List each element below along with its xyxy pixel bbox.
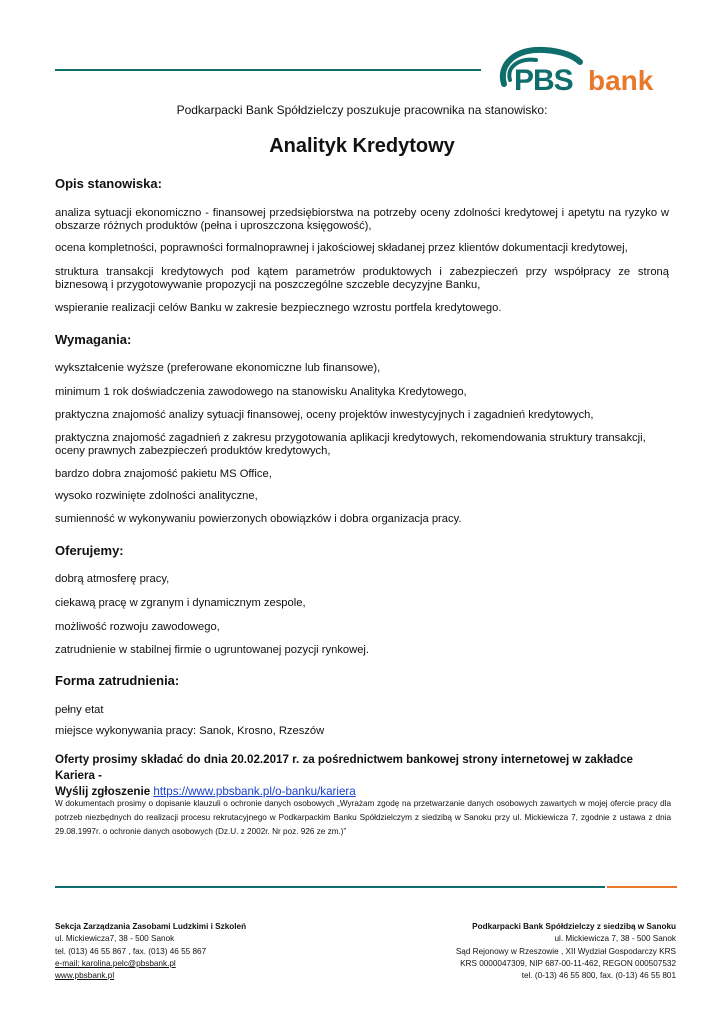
list-item: praktyczna znajomość zagadnień z zakresu przygotowania aplikacji kredytowych, rekomendowania struktury transakcji, oceny prawnych zabezpieczeń produktów kredytowych, <box>55 432 646 457</box>
list-item: dobrą atmosferę pracy, <box>55 573 170 585</box>
list-item: możliwość rozwoju zawodowego, <box>55 621 220 633</box>
footer-left <box>55 921 375 982</box>
list-item: struktura transakcji kredytowych pod kątem parametrów produktowych i zabezpieczeń przy współpracy ze stroną biznesową i przygotowywanie propozycji na poszczególne szczeble decyzyjne Banku, <box>55 266 669 291</box>
list-item: zatrudnienie w stabilnej firmie o ugruntowanej pozycji rynkowej. <box>55 644 370 656</box>
footer-web-link[interactable]: www.pbsbank.pl <box>55 971 115 981</box>
section-heading-forma: Forma zatrudnienia: <box>55 673 180 688</box>
footer-left-title: Sekcja Zarządzania Zasobami Ludzkimi i Szkoleń <box>55 922 247 931</box>
svg-text:PBS: PBS <box>514 64 573 96</box>
offer-instructions <box>55 752 675 800</box>
list-item: ocena kompletności, poprawności formalnoprawnej i jakościowej składanej przez klientów dokumentacji kredytowej, <box>55 242 628 254</box>
list-item: praktyczna znajomość analizy sytuacji finansowej, oceny projektów inwestycyjnych i zagadnień kredytowych, <box>55 409 594 421</box>
list-item: wspieranie realizacji celów Banku w zakresie bezpiecznego wzrostu portfela kredytowego. <box>55 302 502 314</box>
list-item: wykształcenie wyższe (preferowane ekonomiczne lub finansowe), <box>55 362 381 374</box>
data-protection-clause: W dokumentach prosimy o dopisanie klauzuli o ochronie danych osobowych „Wyrażam zgodę na przetwarzanie danych osobowych zawartych w mojej ofercie pracy dla potrzeb niezbędnych do realizacji procesu rekrutacyjnego w Podkarpackim Banku Spółdzielczym z siedzibą w Sanoku przy ul. Mickiewicza 7, zgodnie z ustawa z dnia 29.08.1997r. o ochronie danych osobowych (Dz.U. z 2002r. Nr poz. 926 ze zm.)” <box>55 799 671 836</box>
section-heading-wymagania: Wymagania: <box>55 332 132 347</box>
footer-left-address: ul. Mickiewicza7, 38 - 500 Sanok <box>55 934 175 944</box>
career-link[interactable]: https://www.pbsbank.pl/o-banku/kariera <box>153 785 356 798</box>
job-title: Analityk Kredytowy <box>269 135 455 157</box>
footer-rule-orange <box>607 886 677 888</box>
list-item: pełny etat <box>55 704 104 716</box>
footer-left-phone: tel. (013) 46 55 867 , fax. (013) 46 55 867 <box>55 946 207 956</box>
footer-right-ids: KRS 0000047309, NIP 687-00-11-462, REGON 000507532 <box>460 958 676 968</box>
footer-right <box>356 921 676 982</box>
footer-right-phone: tel. (0-13) 46 55 800, fax. (0-13) 46 55 801 <box>521 971 676 981</box>
intro-text: Podkarpacki Bank Spółdzielczy poszukuje pracownika na stanowisko: <box>176 103 548 117</box>
list-item: sumienność w wykonywaniu powierzonych obowiązków i dobra organizacja pracy. <box>55 513 462 525</box>
offer-text: Oferty prosimy składać do dnia 20.02.2017 r. za pośrednictwem bankowej strony internetowej w zakładce Kariera - <box>55 753 633 782</box>
list-item: minimum 1 rok doświadczenia zawodowego na stanowisku Analityka Kredytowego, <box>55 386 467 398</box>
offer-text-2: Wyślij zgłoszenie <box>55 785 154 798</box>
section-heading-opis: Opis stanowiska: <box>55 176 162 191</box>
footer-right-court: Sąd Rejonowy w Rzeszowie , XII Wydział Gospodarczy KRS <box>455 946 676 956</box>
section-heading-oferujemy: Oferujemy: <box>55 543 124 558</box>
list-item: miejsce wykonywania pracy: Sanok, Krosno, Rzeszów <box>55 725 325 737</box>
list-item: ciekawą pracę w zgranym i dynamicznym zespole, <box>55 597 306 609</box>
list-item: bardzo dobra znajomość pakietu MS Office, <box>55 468 272 480</box>
footer-right-title: Podkarpacki Bank Spółdzielczy z siedzibą w Sanoku <box>472 922 676 931</box>
pbsbank-logo <box>496 44 682 96</box>
list-item: wysoko rozwinięte zdolności analityczne, <box>55 490 258 502</box>
logo-icon <box>496 44 682 96</box>
footer-rule-green <box>55 886 605 888</box>
header-rule <box>55 69 481 71</box>
footer-email-link[interactable]: e-mail: karolina.pelc@pbsbank.pl <box>55 958 176 968</box>
svg-text:bank: bank <box>588 65 654 96</box>
list-item: analiza sytuacji ekonomiczno - finansowej przedsiębiorstwa na potrzeby oceny zdolności kredytowej i apetytu na ryzyko w obszarze różnych produktów (pełna i uproszczona księgowość), <box>55 207 669 232</box>
footer-right-address: ul. Mickiewicza 7, 38 - 500 Sanok <box>554 934 676 944</box>
